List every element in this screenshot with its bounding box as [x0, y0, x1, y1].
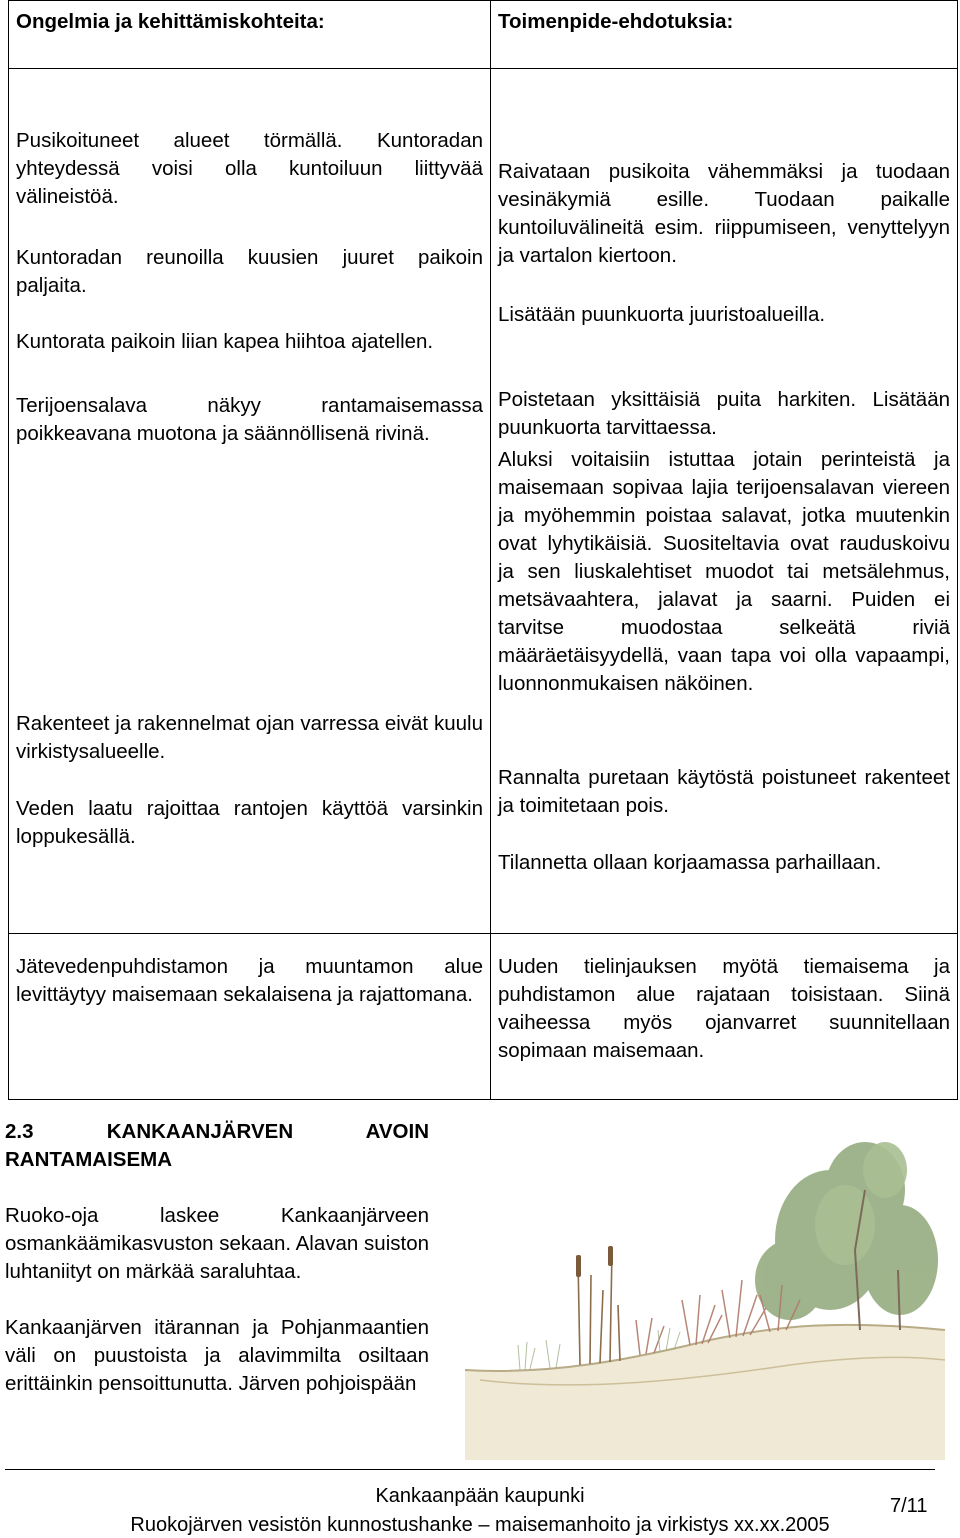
section-heading: 2.3 KANKAANJÄRVEN AVOIN RANTAMAISEMA [5, 1120, 429, 1171]
problems-cell [9, 934, 491, 1100]
problem-text: Kuntoradan reunoilla kuusien juuret paikoin paljaita. [16, 246, 483, 297]
section-paragraph: Kankaanjärven itärannan ja Pohjanmaantien väli on puustoista ja alavimmilta osiltaan erittäinkin pensoittunutta. Järven pohjoispään [5, 1316, 429, 1395]
section-avoin-rantamaisema [5, 1118, 429, 1398]
measure-text: Raivataan pusikoita vähemmäksi ja tuodaan vesinäkymiä esille. Tuodaan paikalle kuntoiluvälineitä esim. riippumiseen, venyttelyyn ja vartalon kiertoon. [498, 160, 950, 267]
measures-table [8, 0, 958, 1100]
footer-title: Kankaanpään kaupunki [375, 1485, 585, 1507]
problem-text: Terijoensalava näkyy rantamaisemassa poikkeavana muotona ja säännöllisenä rivinä. [16, 394, 483, 445]
measure-text: Lisätään puunkuorta juuristoalueilla. [498, 303, 826, 326]
measure-text: Poistetaan yksittäisiä puita harkiten. Lisätään puunkuorta tarvittaessa. [498, 388, 950, 439]
measure-text: Uuden tielinjauksen myötä tiemaisema ja puhdistamon alue rajataan toisistaan. Siinä vaiheessa myös ojanvarret suunnitellaan sopimaan maisemaan. [498, 955, 950, 1062]
section-paragraph: Ruoko-oja laskee Kankaanjärveen osmankäämikasvuston sekaan. Alavan suiston luhtaniityt on märkää saraluhtaa. [5, 1204, 429, 1283]
problem-text: Jätevedenpuhdistamon ja muuntamon alue levittäytyy maisemaan sekalaisena ja rajattomana. [16, 955, 483, 1006]
problem-text: Kuntorata paikoin liian kapea hiihtoa ajatellen. [16, 330, 434, 353]
measure-text: Rannalta puretaan käytöstä poistuneet rakenteet ja toimitetaan pois. [498, 766, 950, 817]
problems-cell [9, 69, 491, 934]
header-measures: Toimenpide-ehdotuksia: [491, 1, 958, 69]
footer-rule [5, 1469, 935, 1470]
page-number: 7/11 [890, 1495, 928, 1517]
table-row [9, 69, 958, 934]
measure-text: Tilannetta ollaan korjaamassa parhaillaan. [498, 851, 882, 874]
header-problems: Ongelmia ja kehittämiskohteita: [9, 1, 491, 69]
measures-cell [491, 69, 958, 934]
measure-text: Aluksi voitaisiin istuttaa jotain perinteistä ja maisemaan sopivaa lajia terijoensalavan viereen ja myöhemmin poistaa salavat, jotka muutenkin ovat lyhytikäisiä. Suositeltavia ovat rauduskoivu ja sen liuskalehtiset muodot tai metsälehmus, metsävaahtera, jalavat ja saarni. Puiden ei tarvitse muodostaa selkeätä riviä määräetäisyydellä, vaan tapa voi olla vapaampi, luonnonmukaisen näköinen. [498, 448, 950, 695]
table-row [9, 934, 958, 1100]
table-header-row [9, 1, 958, 69]
measures-cell [491, 934, 958, 1100]
problem-text: Veden laatu rajoittaa rantojen käyttöä varsinkin loppukesällä. [16, 797, 483, 848]
problem-text: Pusikoituneet alueet törmällä. Kuntoradan yhteydessä voisi olla kuntoiluun liittyvää välineistöä. [16, 129, 483, 208]
shoreline-illustration [460, 1130, 950, 1460]
problem-text: Rakenteet ja rakennelmat ojan varressa eivät kuulu virkistysalueelle. [16, 712, 483, 763]
footer-subtitle: Ruokojärven vesistön kunnostushanke – maisemanhoito ja virkistys xx.xx.2005 [130, 1514, 830, 1536]
